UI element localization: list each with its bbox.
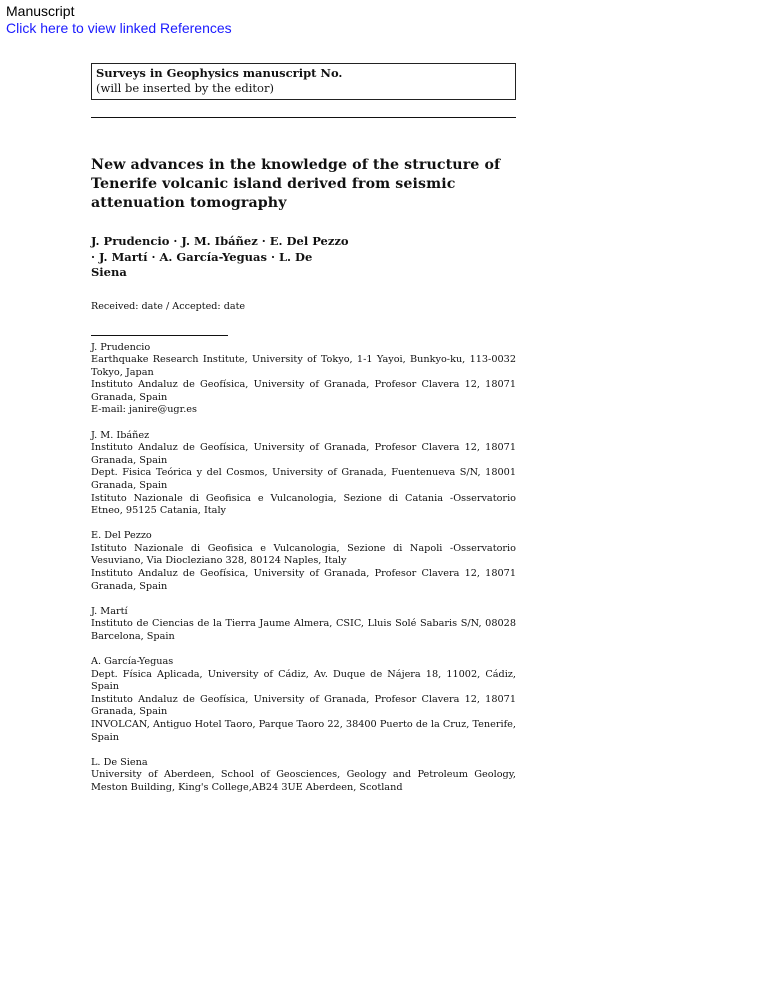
affiliation-line: Instituto Andaluz de Geofísica, University of Granada, Profesor Clavera 12, 18071 Granada, Spain: [91, 693, 516, 718]
affiliation-block: [91, 606, 516, 644]
affiliation-line: Dept. Física Aplicada, University of Cádiz, Av. Duque de Nájera 18, 11002, Cádiz, Spain: [91, 668, 516, 693]
affiliation-author: J. M. Ibáñez: [91, 429, 150, 441]
affiliation-author: L. De Siena: [91, 756, 148, 768]
manuscript-header: [6, 3, 232, 37]
paper-page: [91, 63, 516, 807]
affiliation-line: Istituto Nazionale di Geofisica e Vulcanologia, Sezione di Catania -Osservatorio Etneo, 95125 Catania, Italy: [91, 492, 516, 517]
manuscript-label: Manuscript: [6, 3, 75, 19]
affiliation-line[interactable]: E-mail: janire@ugr.es: [91, 404, 197, 416]
affiliation-author: E. Del Pezzo: [91, 530, 152, 542]
affiliation-block: [91, 656, 516, 744]
affiliation-author: J. Prudencio: [91, 341, 151, 353]
author-list: J. Prudencio · J. M. Ibáñez · E. Del Pezzo · J. Martí · A. García-Yeguas · L. De Siena: [91, 234, 349, 279]
affiliations: [91, 342, 516, 795]
journal-name: Surveys in Geophysics manuscript No.: [96, 66, 343, 80]
footnote-rule: [91, 335, 228, 336]
affiliation-author: J. Martí: [91, 605, 128, 617]
affiliation-line: Istituto Nazionale di Geofisica e Vulcanologia, Sezione di Napoli -Osservatorio Vesuviano, Via Diocleziano 328, 80124 Naples, Italy: [91, 542, 516, 567]
affiliation-block: [91, 342, 516, 418]
affiliation-line: Dept. Fisica Teórica y del Cosmos, University of Granada, Fuentenueva S/N, 18001 Granada, Spain: [91, 467, 516, 491]
affiliation-block: [91, 757, 516, 795]
affiliation-line: Earthquake Research Institute, University of Tokyo, 1-1 Yayoi, Bunkyo-ku, 113-0032 Tokyo, Japan: [91, 354, 516, 378]
editor-note: (will be inserted by the editor): [96, 81, 274, 95]
affiliation-line: Instituto Andaluz de Geofísica, University of Granada, Profesor Clavera 12, 18071 Granada, Spain: [91, 442, 516, 466]
affiliation-line: INVOLCAN, Antiguo Hotel Taoro, Parque Taoro 22, 38400 Puerto de la Cruz, Tenerife, Spain: [91, 718, 516, 743]
received-accepted: Received: date / Accepted: date: [91, 300, 246, 312]
affiliation-line: University of Aberdeen, School of Geosciences, Geology and Petroleum Geology, Meston Building, King's College,AB24 3UE Aberdeen, Scotland: [91, 769, 516, 793]
paper-title: New advances in the knowledge of the structure of Tenerife volcanic island derived from seismic attenuation tomography: [91, 157, 501, 211]
journal-info-box: [91, 63, 516, 100]
header-rule: [91, 117, 516, 118]
affiliation-line: Instituto Andaluz de Geofísica, University of Granada, Profesor Clavera 12, 18071 Granada, Spain: [91, 379, 516, 403]
linked-references-link[interactable]: Click here to view linked References: [6, 20, 232, 36]
affiliation-block: [91, 430, 516, 518]
affiliation-author: A. García-Yeguas: [91, 655, 174, 667]
affiliation-line: Instituto de Ciencias de la Tierra Jaume Almera, CSIC, Lluis Solé Sabaris S/N, 08028 Barcelona, Spain: [91, 618, 516, 642]
affiliation-block: [91, 530, 516, 593]
affiliation-line: Instituto Andaluz de Geofísica, University of Granada, Profesor Clavera 12, 18071 Granada, Spain: [91, 568, 516, 592]
